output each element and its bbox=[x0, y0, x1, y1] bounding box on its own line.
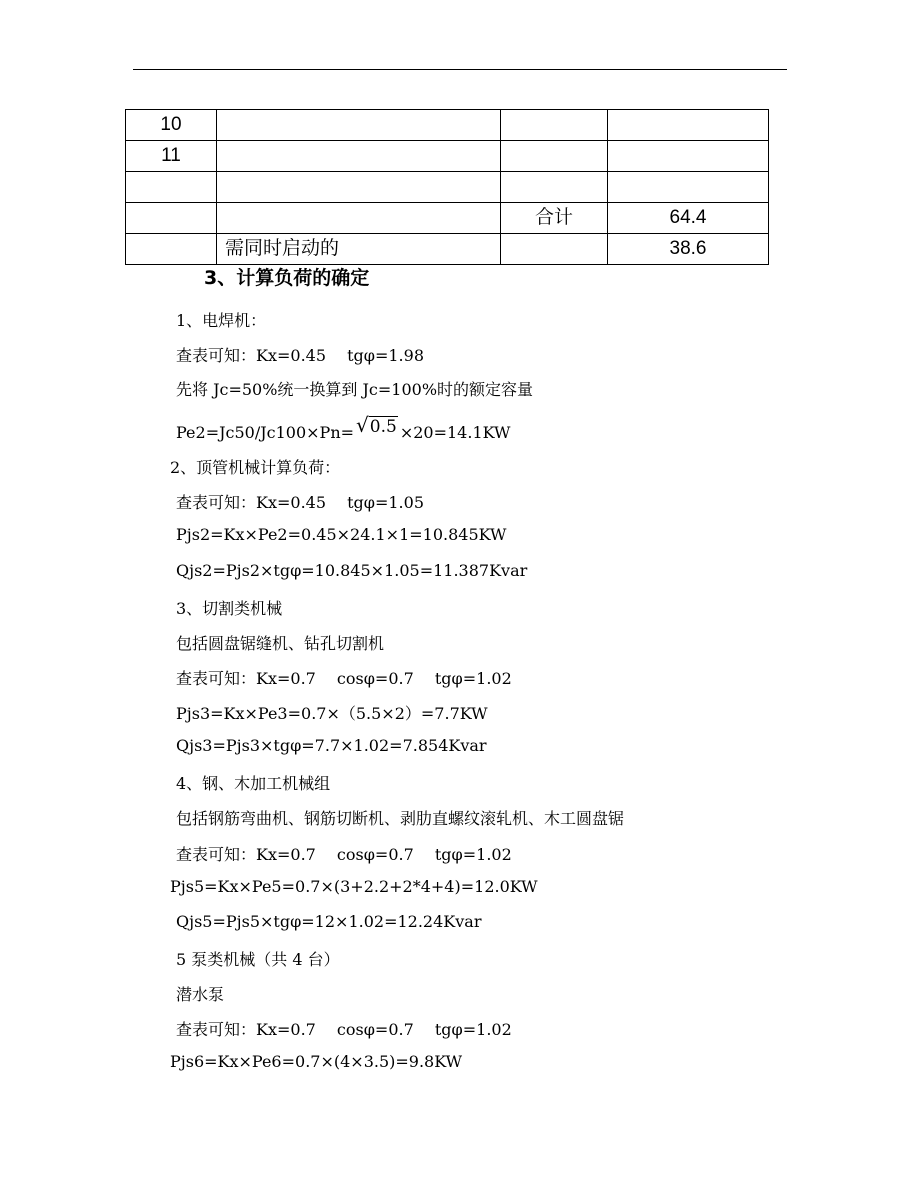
equipment-name-cell bbox=[217, 203, 501, 234]
value-cell bbox=[608, 141, 769, 172]
pipe-jacking-lookup-line: 查表可知：Kx=0.45 tgφ=1.05 bbox=[176, 493, 425, 512]
pjs3-formula-line: Pjs3=Kx×Pe3=0.7×（5.5×2）=7.7KW bbox=[176, 704, 488, 723]
row-number-cell: 11 bbox=[126, 141, 217, 172]
row-number-cell: 10 bbox=[126, 110, 217, 141]
label-cell bbox=[501, 234, 608, 265]
qjs2-formula-line: Qjs2=Pjs2×tgφ=10.845×1.05=11.387Kvar bbox=[176, 561, 528, 580]
label-cell bbox=[501, 141, 608, 172]
steel-wood-lookup-line: 查表可知：Kx=0.7 cosφ=0.7 tgφ=1.02 bbox=[176, 845, 512, 864]
welder-conversion-line: 先将 Jc=50%统一换算到 Jc=100%时的额定容量 bbox=[176, 380, 534, 399]
cutting-includes-line: 包括圆盘锯缝机、钻孔切割机 bbox=[176, 634, 385, 653]
table-row bbox=[126, 141, 769, 172]
pipe-jacking-subheading: 2、顶管机械计算负荷： bbox=[170, 458, 341, 477]
header-rule bbox=[133, 69, 787, 70]
row-number-cell bbox=[126, 203, 217, 234]
pjs6-formula-line: Pjs6=Kx×Pe6=0.7×(4×3.5)=9.8KW bbox=[170, 1052, 463, 1071]
total-value-cell: 64.4 bbox=[608, 203, 769, 234]
value-cell bbox=[608, 172, 769, 203]
value-cell bbox=[608, 110, 769, 141]
equipment-name-cell bbox=[217, 110, 501, 141]
equipment-name-cell bbox=[217, 141, 501, 172]
submersible-pump-line: 潜水泵 bbox=[176, 985, 225, 1004]
steel-wood-subheading: 4、钢、木加工机械组 bbox=[176, 774, 331, 793]
section-heading: 3、计算负荷的确定 bbox=[204, 267, 370, 289]
cutting-subheading: 3、切割类机械 bbox=[176, 599, 283, 618]
pjs2-formula-line: Pjs2=Kx×Pe2=0.45×24.1×1=10.845KW bbox=[176, 525, 507, 544]
cutting-lookup-line: 查表可知：Kx=0.7 cosφ=0.7 tgφ=1.02 bbox=[176, 669, 512, 688]
steel-wood-includes-line: 包括钢筋弯曲机、钢筋切断机、剥肋直螺纹滚轧机、木工圆盘锯 bbox=[176, 809, 625, 828]
pe2-formula-tail: ×20=14.1KW bbox=[399, 423, 511, 442]
row-number-cell bbox=[126, 172, 217, 203]
simultaneous-value-cell: 38.6 bbox=[608, 234, 769, 265]
table-row bbox=[126, 172, 769, 203]
simultaneous-start-label-cell: 需同时启动的 bbox=[217, 234, 501, 265]
welder-lookup-line: 查表可知：Kx=0.45 tgφ=1.98 bbox=[176, 346, 425, 365]
row-number-cell bbox=[126, 234, 217, 265]
pjs5-formula-line: Pjs5=Kx×Pe5=0.7×(3+2.2+2*4+4)=12.0KW bbox=[170, 877, 538, 896]
table-row-total bbox=[126, 203, 769, 234]
table-row-simultaneous bbox=[126, 234, 769, 265]
total-label-cell: 合计 bbox=[501, 203, 608, 234]
radical-sign: √ bbox=[356, 413, 369, 437]
square-root-expression bbox=[356, 413, 398, 437]
pump-subheading: 5 泵类机械（共 4 台） bbox=[176, 950, 340, 969]
table-row bbox=[126, 110, 769, 141]
welder-subheading: 1、电焊机： bbox=[176, 311, 267, 330]
label-cell bbox=[501, 110, 608, 141]
pe2-formula-line bbox=[176, 413, 511, 443]
load-table bbox=[125, 109, 769, 265]
radicand: 0.5 bbox=[369, 417, 397, 437]
equipment-name-cell bbox=[217, 172, 501, 203]
qjs5-formula-line: Qjs5=Pjs5×tgφ=12×1.02=12.24Kvar bbox=[176, 912, 482, 931]
pe2-formula-head: Pe2=Jc50/Jc100×Pn= bbox=[176, 423, 355, 442]
qjs3-formula-line: Qjs3=Pjs3×tgφ=7.7×1.02=7.854Kvar bbox=[176, 736, 487, 755]
label-cell bbox=[501, 172, 608, 203]
pump-lookup-line: 查表可知：Kx=0.7 cosφ=0.7 tgφ=1.02 bbox=[176, 1020, 512, 1039]
